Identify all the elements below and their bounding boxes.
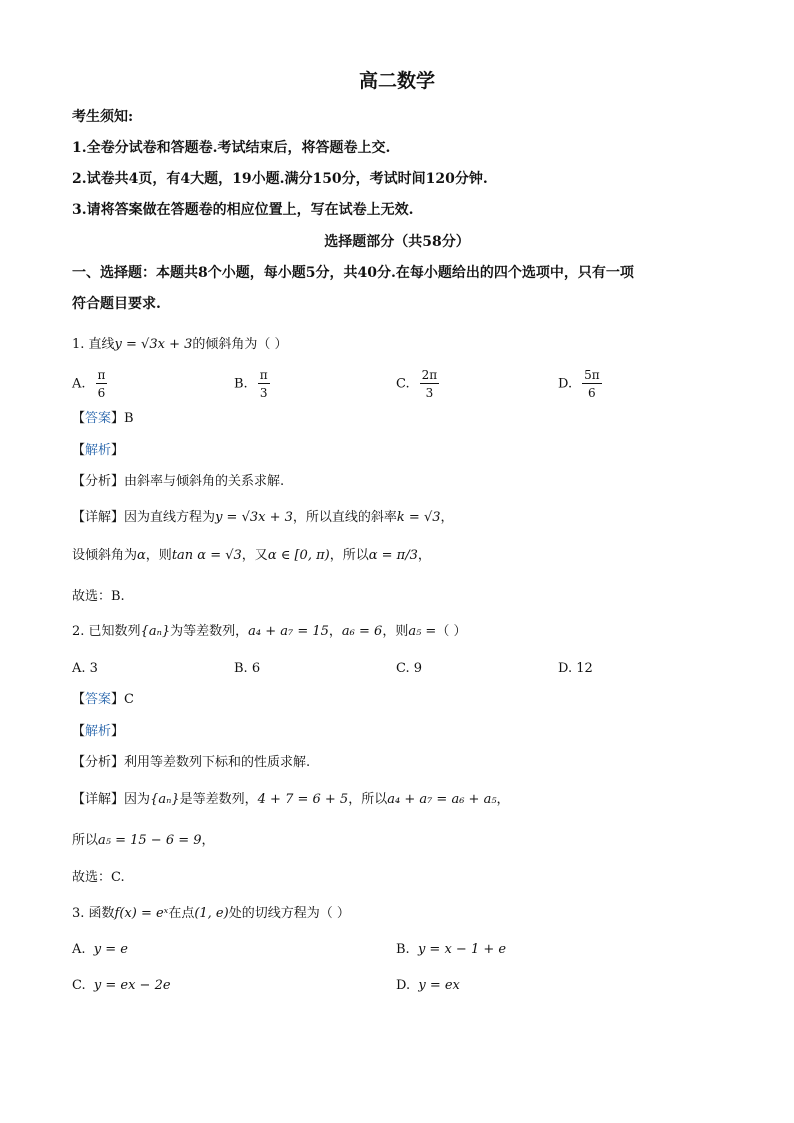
q1-option-c-label: C. (396, 376, 410, 392)
q1-option-d (558, 369, 602, 399)
q2-detail: 【详解】因为{aₙ}是等差数列，4 + 7 = 6 + 5，所以a₄ + a₇ = a₆ + a₅， (72, 792, 510, 807)
q2-analysis: 【解析】 (72, 724, 125, 739)
question-1 (72, 338, 288, 351)
q3-option-d: D. y = ex (396, 978, 460, 993)
q2-detail-line2: 所以a₅ = 15 − 6 = 9， (72, 833, 215, 848)
q3-option-c: C. y = ex − 2e (72, 978, 171, 993)
q1-option-a-fraction: $\frac{\pi}{6}$ (97, 368, 106, 400)
answer-tag: 答案 (85, 411, 112, 426)
notice-item-1: 1.全卷分试卷和答题卷.考试结束后，将答题卷上交. (72, 140, 391, 156)
q1-option-b-label: B. (234, 376, 248, 392)
notice-item-2: 2.试卷共4页，有4大题，19小题.满分150分，考试时间120分钟. (72, 171, 488, 187)
q2-option-c: C. 9 (396, 661, 423, 676)
q1-equation: y = √3x + 3 (114, 337, 193, 352)
q1-answer-value: B (124, 411, 134, 426)
q2-option-b: B. 6 (234, 661, 261, 676)
q1-option-a-label: A. (72, 376, 86, 392)
q1-option-b-fraction: $\frac{\pi}{3}$ (259, 368, 268, 400)
section-title: 选择题部分（共58分） (324, 234, 470, 250)
notice-heading: 考生须知: (72, 109, 134, 125)
q2-answer: 【答案】C (72, 692, 134, 707)
part1-instructions-line2: 符合题目要求. (72, 296, 161, 312)
q1-conclusion: 故选：B. (72, 589, 125, 604)
part1-instructions-line1: 一、选择题：本题共8个小题，每小题5分，共40分.在每小题给出的四个选项中，只有一项 (72, 265, 634, 281)
notice-item-3: 3.请将答案做在答题卷的相应位置上，写在试卷上无效. (72, 202, 414, 218)
q1-detail: 【详解】因为直线方程为y = √3x + 3，所以直线的斜率k = √3， (72, 510, 454, 525)
q1-suffix: 的倾斜角为（ ） (192, 337, 288, 352)
q1-option-d-label: D. (558, 376, 573, 392)
q1-option-c-fraction: $\frac{2\pi}{3}$ (421, 368, 438, 400)
q1-option-d-fraction: $\frac{5\pi}{6}$ (584, 368, 600, 400)
q1-analysis: 【解析】 (72, 443, 125, 458)
q1-prefix: 1. 直线 (72, 337, 115, 352)
q1-answer: 【答案】B (72, 411, 134, 426)
q1-detail-line2: 设倾斜角为α，则tan α = √3，又α ∈ [0, π)，所以α = π/3， (72, 548, 431, 563)
q2-option-a: A. 3 (72, 661, 98, 676)
q2-option-d: D. 12 (558, 661, 593, 676)
q3-option-a: A. y = e (72, 942, 128, 957)
q2-analyze: 【分析】利用等差数列下标和的性质求解. (72, 755, 311, 770)
q1-option-a (72, 369, 107, 399)
analysis-tag: 解析 (85, 443, 112, 458)
q1-option-c (396, 369, 439, 399)
q1-option-b (234, 369, 270, 399)
question-2: 2. 已知数列{aₙ}为等差数列，a₄ + a₇ = 15，a₆ = 6，则a₅ =（ ） (72, 624, 467, 639)
q2-conclusion: 故选：C. (72, 870, 125, 885)
q1-analyze: 【分析】由斜率与倾斜角的关系求解. (72, 474, 285, 489)
page-title: 高二数学 (358, 70, 435, 92)
question-3: 3. 函数f(x) = eˣ在点(1, e)处的切线方程为（ ） (72, 906, 350, 921)
q3-option-b: B. y = x − 1 + e (396, 942, 507, 957)
